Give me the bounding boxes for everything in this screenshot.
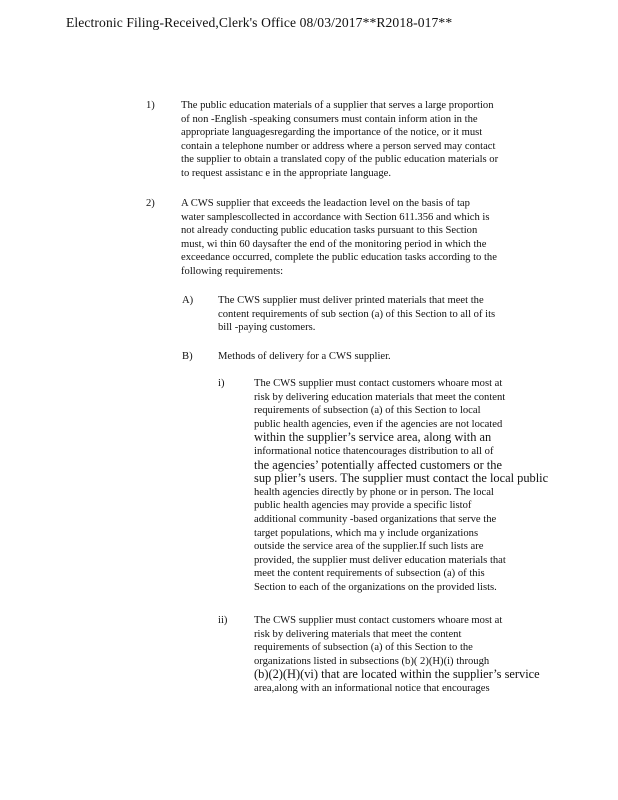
- paragraph-line: provided, the supplier must deliver education materials that: [254, 554, 506, 566]
- paragraph-line: The CWS supplier must contact customers whoare most at: [254, 615, 503, 626]
- item-label: 2): [146, 198, 155, 209]
- paragraph-line: water samplescollected in accordance with Section 611.356 and which is: [181, 211, 490, 223]
- paragraph-line: additional community -based organizations that serve the: [254, 513, 497, 525]
- item-label: i): [218, 378, 225, 389]
- paragraph-line: risk by delivering materials that meet the content: [254, 628, 462, 640]
- paragraph-line: risk by delivering education materials that meet the content: [254, 391, 506, 403]
- paragraph-line: not already conducting public education tasks pursuant to this Section: [181, 225, 478, 237]
- paragraph-line: following requirements:: [181, 265, 284, 277]
- paragraph-line: The public education materials of a supplier that serves a large proportion: [181, 100, 494, 111]
- paragraph-line: informational notice thatencourages distribution to all of: [254, 445, 494, 457]
- paragraph-line: area,along with an informational notice that encourages: [254, 682, 490, 694]
- paragraph-line: to request assistanc e in the appropriate language.: [181, 167, 392, 179]
- item-label: A): [182, 295, 194, 306]
- item-paragraph: [254, 614, 542, 696]
- paragraph-line: The CWS supplier must deliver printed materials that meet the: [218, 295, 484, 306]
- paragraph-line: Methods of delivery for a CWS supplier.: [218, 351, 391, 362]
- paragraph-line: health agencies directly by phone or in person. The local: [254, 486, 494, 498]
- item-label: 1): [146, 100, 155, 111]
- header-text: Electronic Filing-Received,Clerk's Office 08/03/2017**R2018-017**: [66, 15, 453, 30]
- paragraph-line: requirements of subsection (a) of this Section to local: [254, 405, 481, 417]
- paragraph-line: within the supplier’s service area, along with an: [254, 430, 492, 445]
- paragraph-line: content requirements of sub section (a) of this Section to all of its: [218, 308, 496, 320]
- paragraph-line: A CWS supplier that exceeds the leadaction level on the basis of tap: [181, 198, 470, 209]
- item-label: B): [182, 351, 193, 362]
- paragraph-line: public health agencies, even if the agencies are not located: [254, 418, 503, 430]
- paragraph-line: organizations listed in subsections (b)( 2)(H)(i) through: [254, 655, 490, 667]
- item-paragraph: [218, 294, 530, 335]
- paragraph-line: public health agencies may provide a specific listof: [254, 500, 472, 512]
- paragraph-line: must, wi thin 60 daysafter the end of the monitoring period in which the: [181, 238, 487, 250]
- paragraph-line: Section to each of the organizations on the provided lists.: [254, 581, 497, 593]
- paragraph-line: bill -paying customers.: [218, 322, 316, 334]
- paragraph-line: contain a telephone number or address where a person served may contact: [181, 140, 496, 152]
- paragraph-line: (b)(2)(H)(vi) that are located within the supplier’s service: [254, 667, 540, 682]
- paragraph-line: meet the content requirements of subsection (a) of this: [254, 568, 485, 580]
- paragraph-line: exceedance occurred, complete the public education tasks according to the: [181, 252, 497, 264]
- item-paragraph: [181, 99, 541, 181]
- item-paragraph: [254, 377, 549, 595]
- paragraph-line: requirements of subsection (a) of this Section to the: [254, 642, 473, 654]
- paragraph-line: sup plier’s users. The supplier must contact the local public: [254, 471, 549, 486]
- item-paragraph: [218, 350, 530, 364]
- document-header: [66, 14, 606, 32]
- paragraph-line: the supplier to obtain a translated copy of the public education materials or: [181, 154, 499, 166]
- paragraph-line: the agencies’ potentially affected customers or the: [254, 457, 502, 472]
- paragraph-line: of non -English -speaking consumers must contain inform ation in the: [181, 113, 478, 125]
- paragraph-line: target populations, which ma y include organizations: [254, 527, 479, 539]
- paragraph-line: appropriate languagesregarding the importance of the notice, or it must: [181, 127, 483, 139]
- paragraph-line: outside the service area of the supplier.If such lists are: [254, 541, 484, 553]
- paragraph-line: The CWS supplier must contact customers whoare most at: [254, 378, 503, 389]
- item-paragraph: [181, 197, 541, 279]
- item-label: ii): [218, 615, 228, 626]
